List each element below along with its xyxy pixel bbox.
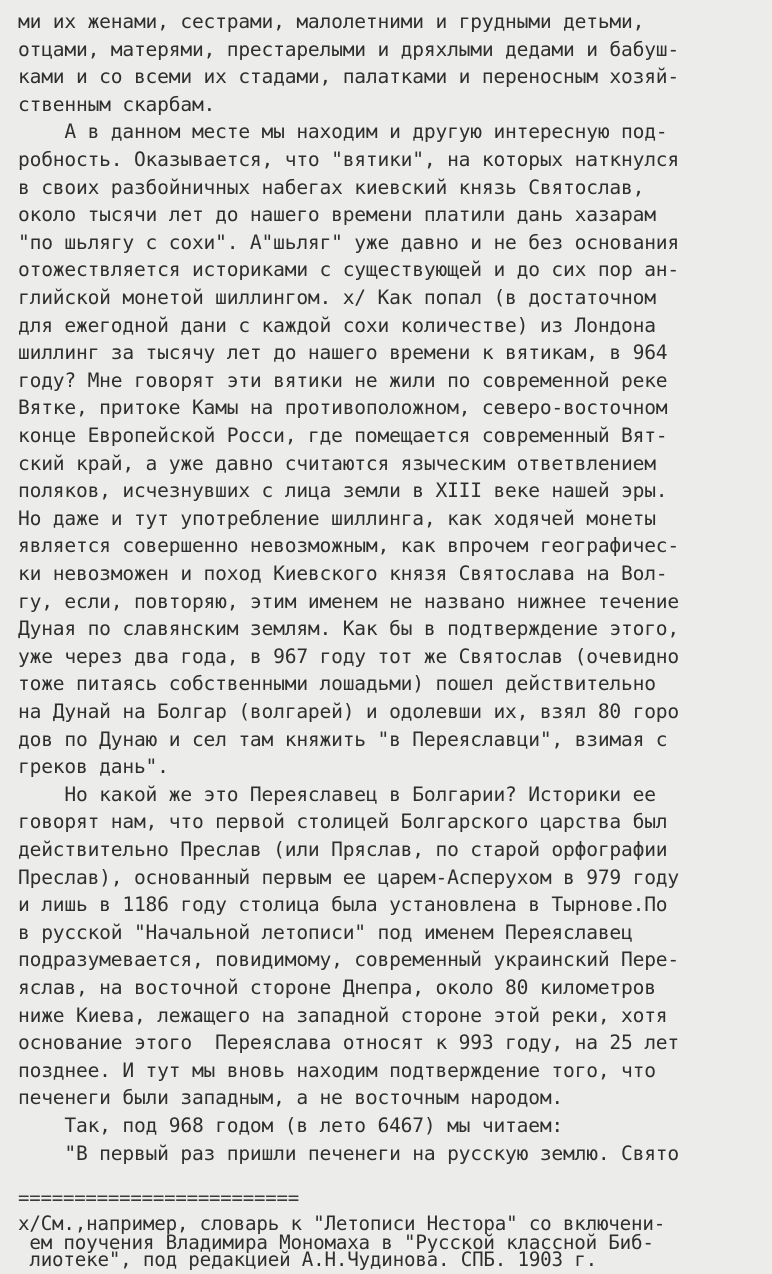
text-line: позднее. И тут мы вновь находим подтверждение того, что bbox=[18, 1058, 656, 1082]
text-line: в своих разбойничных набегах киевский князь Святослав, bbox=[18, 175, 645, 199]
text-line: "по шьлягу с сохи". А"шьляг" уже давно и не без основания bbox=[18, 230, 679, 254]
footnote-line: ем поучения Владимира Мономаха в "Русской классной Биб- bbox=[18, 1231, 654, 1254]
text-line: печенеги были западным, а не восточным народом. bbox=[18, 1086, 564, 1110]
text-line: и лишь в 1186 году столица была установлена в Тырнове.По bbox=[18, 893, 668, 917]
text-line: говорят нам, что первой столицей Болгарского царства был bbox=[18, 810, 668, 834]
text-line: основание этого Переяслава относят к 993 году, на 25 лет bbox=[18, 1031, 679, 1055]
text-line: "В первый раз пришли печенеги на русскую землю. Свято bbox=[18, 1141, 679, 1165]
text-line: глийской монетой шиллингом. x/ Как попал (в достаточном bbox=[18, 286, 656, 309]
text-line: Но какой же это Переяславец в Болгарии? Историки ее bbox=[18, 782, 656, 806]
text-line: Но даже и тут употребление шиллинга, как ходячей монеты bbox=[18, 506, 656, 530]
text-line: для ежегодной дани с каждой сохи количестве) из Лондона bbox=[18, 313, 656, 337]
text-line: ский край, а уже давно считаются языческим ответвлением bbox=[18, 451, 656, 475]
footnote-line: лиотеке", под редакцией А.Н.Чудинова. СПБ. 1903 г. bbox=[18, 1248, 597, 1271]
text-line: отцами, матерями, престарелыми и дряхлыми дедами и бабуш- bbox=[18, 37, 679, 61]
text-line: является совершенно невозможным, как впрочем географичес- bbox=[18, 534, 679, 558]
text-line: А в данном месте мы находим и другую интересную под- bbox=[18, 120, 668, 144]
text-line: на Дунай на Болгар (волгарей) и одолевши их, взял 80 горо bbox=[18, 700, 679, 723]
footnote-separator: ========================= bbox=[18, 1187, 299, 1209]
text-line: году? Мне говорят эти вятики не жили по современной реке bbox=[18, 368, 668, 392]
text-line: ки невозможен и поход Киевского князя Святослава на Вол- bbox=[18, 562, 668, 585]
text-line: шиллинг за тысячу лет до нашего времени к вятикам, в 964 bbox=[18, 341, 668, 365]
text-line: Преслав), основанный первым ее царем-Аспeрухом в 979 году bbox=[18, 865, 679, 889]
text-line: ками и со всеми их стадами, палатками и переносным хозяй- bbox=[18, 65, 679, 89]
text-line: в русской "Начальной летописи" под именем Переяславец bbox=[18, 920, 633, 944]
footnote-line: x/См.,например, словарь к "Летописи Нестора" со включени- bbox=[18, 1212, 666, 1235]
text-line: поляков, исчезнувших с лица земли в XIII веке нашей эры. bbox=[18, 479, 668, 503]
text-line: действительно Преслав (или Пряслав, по старой орфографии bbox=[18, 838, 668, 861]
text-line: около тысячи лет до нашего времени платили дань хазарам bbox=[18, 203, 656, 227]
text-line: яслав, на восточной стороне Днепра, около 80 километров bbox=[18, 976, 656, 999]
text-line: ниже Киева, лежащего на западной стороне этой реки, хотя bbox=[18, 1003, 668, 1027]
text-line: греков дань". bbox=[18, 755, 169, 779]
text-line: Вятке, притоке Камы на противоположном, северо-восточном bbox=[18, 396, 668, 420]
text-line: робность. Оказывается, что "вятики", на которых наткнулся bbox=[18, 148, 679, 171]
text-line: дов по Дунаю и сел там княжить "в Переяславци", взимая с bbox=[18, 727, 668, 751]
text-line: Дуная по славянским землям. Как бы в подтверждение этого, bbox=[18, 617, 679, 641]
text-line: ственным скарбам. bbox=[18, 92, 216, 116]
text-line: гу, если, повторяю, этим именем не названо нижнее течение bbox=[18, 589, 679, 613]
text-line: ми их женами, сестрами, малолетними и грудными детьми, bbox=[18, 10, 645, 33]
text-line: отожествляется историками с существующей и до сих пор ан- bbox=[18, 258, 679, 282]
text-line: конце Европейской Росси, где помещается современный Вят- bbox=[18, 424, 668, 447]
text-line: подразумевается, повидимому, современный украинский Пере- bbox=[18, 948, 679, 972]
text-line: уже через два года, в 967 году тот же Святослав (очевидно bbox=[18, 644, 679, 668]
text-line: тоже питаясь собственными лошадьми) пошел действительно bbox=[18, 672, 656, 696]
text-line: Так, под 968 годом (в лето 6467) мы читаем: bbox=[18, 1114, 564, 1137]
